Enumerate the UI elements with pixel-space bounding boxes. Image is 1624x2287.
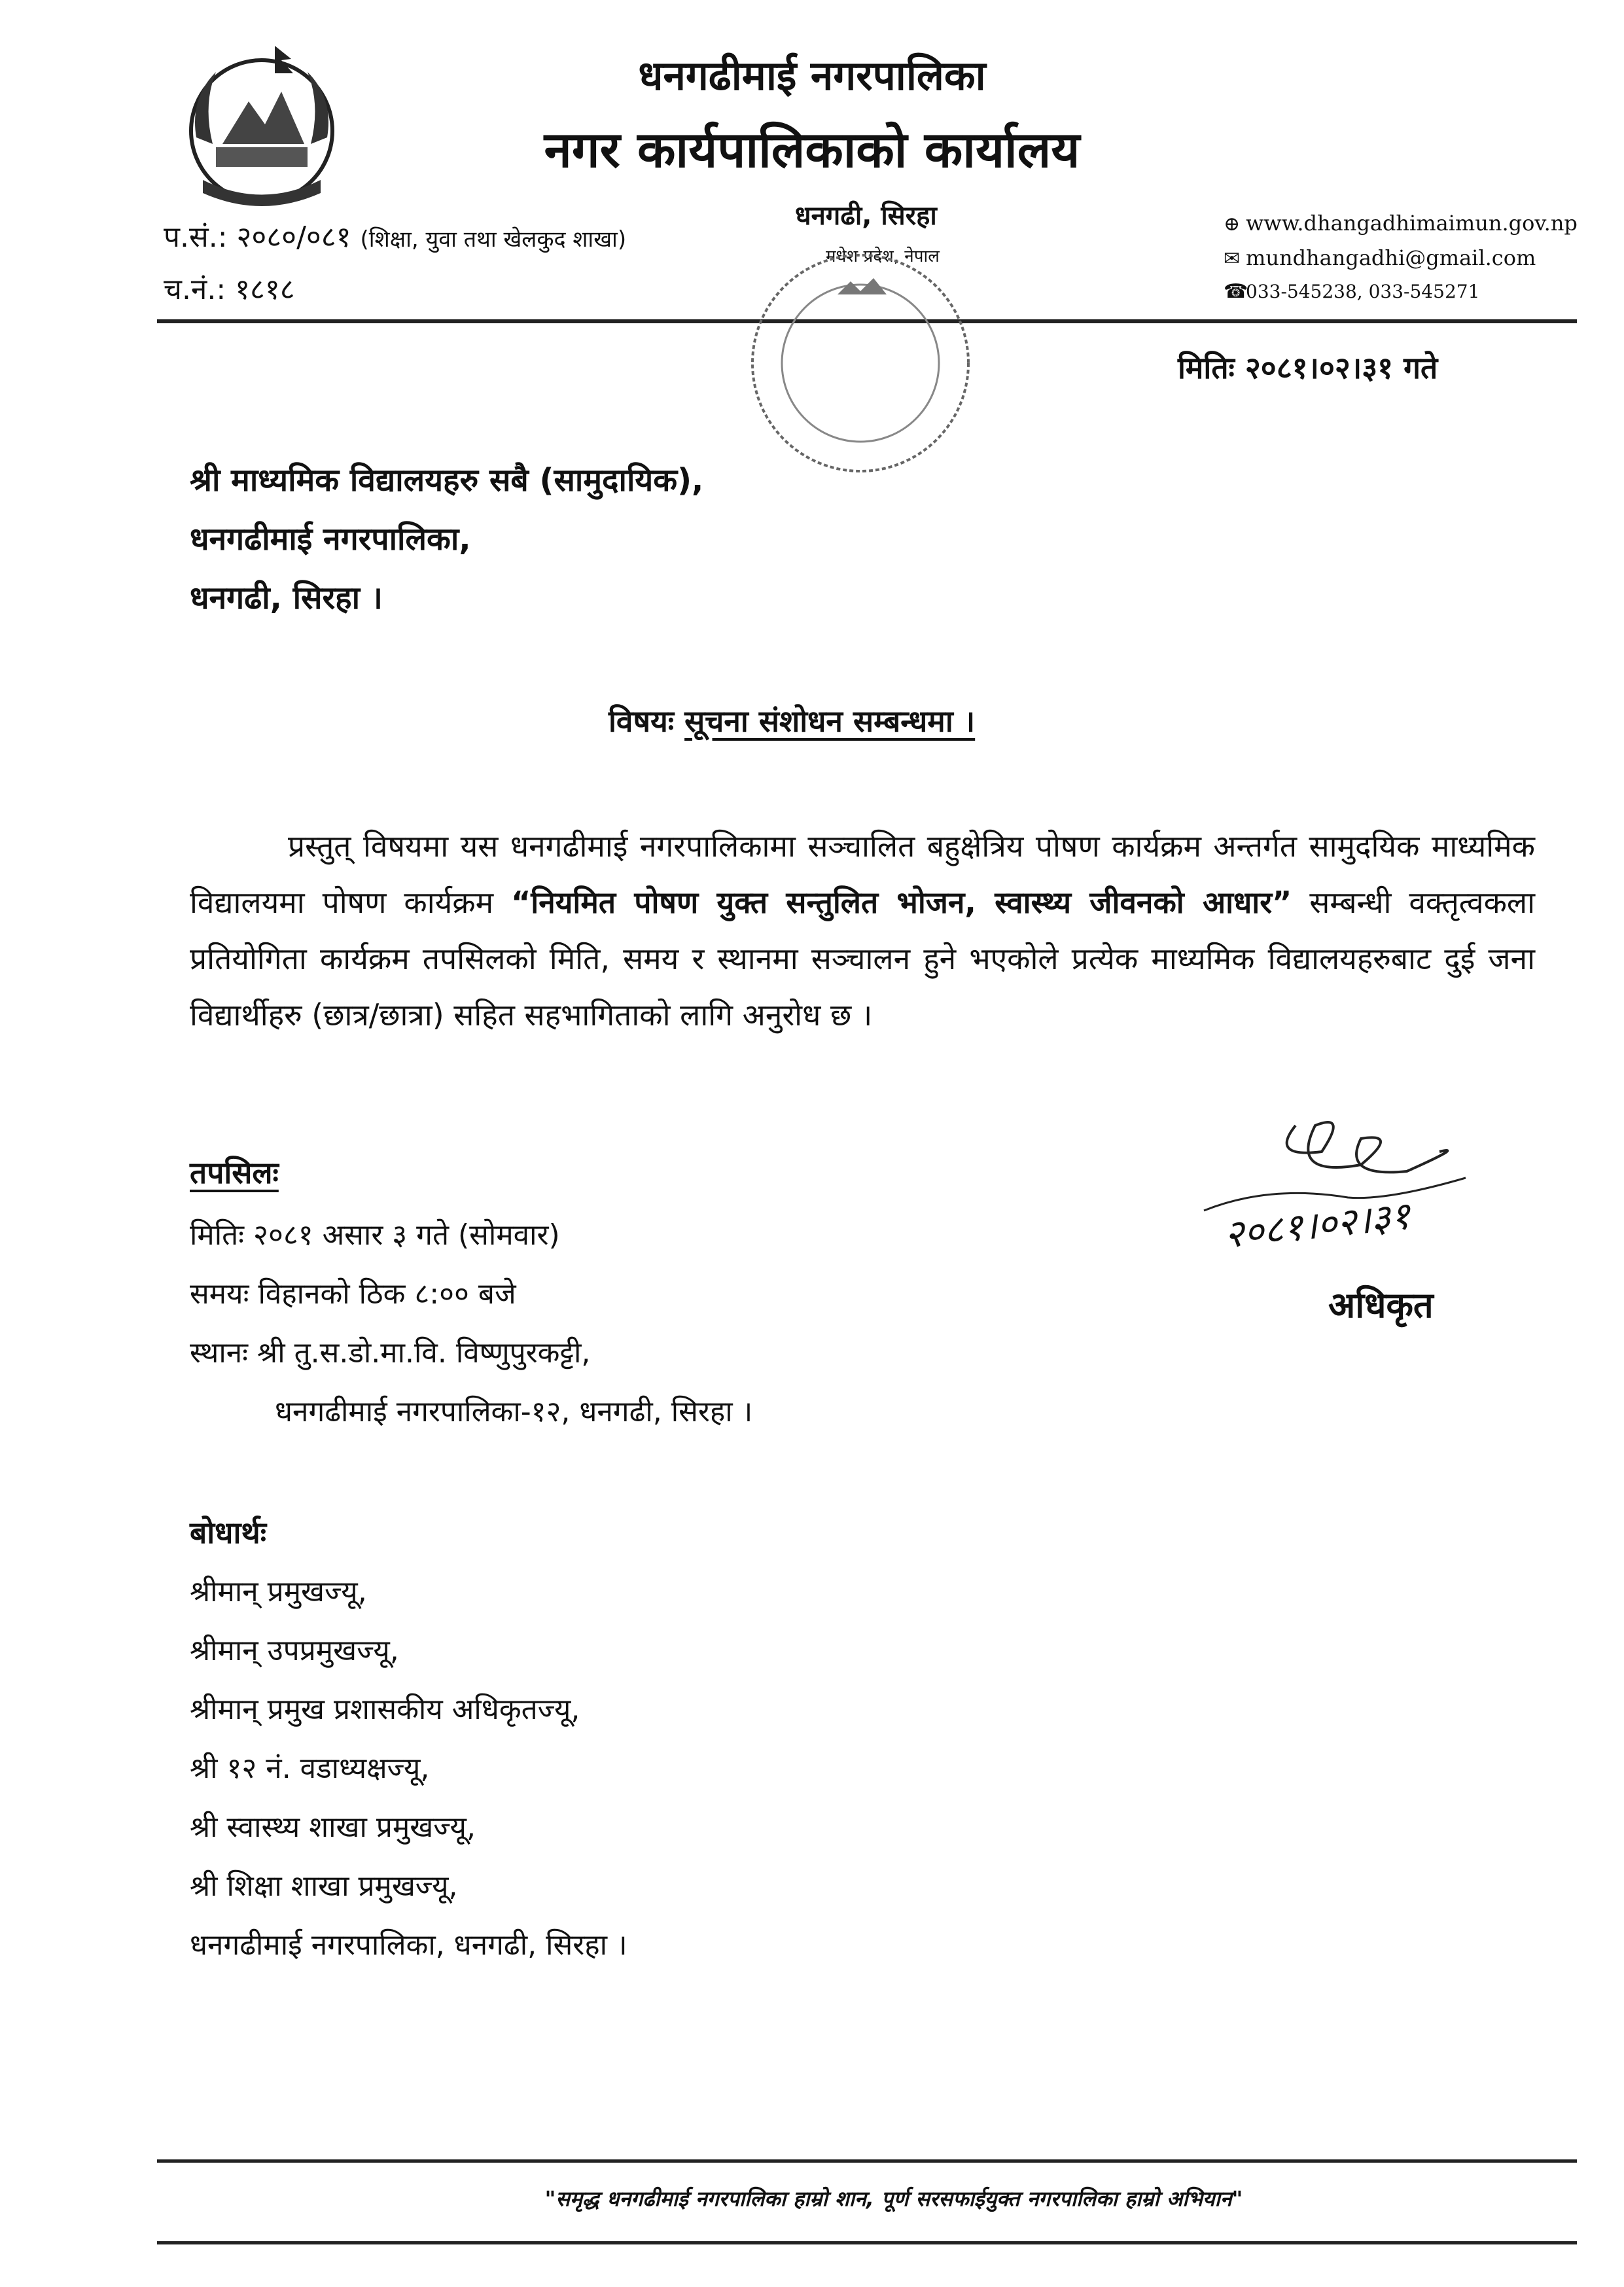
phone-line <box>1224 280 1479 303</box>
cc-item: श्रीमान् प्रमुख प्रशासकीय अधिकृतज्यू, <box>190 1693 580 1726</box>
dispatch-number <box>164 268 295 308</box>
addressee-line-2: धनगढीमाई नगरपालिका, <box>190 521 471 558</box>
cc-item: श्रीमान् प्रमुखज्यू, <box>190 1575 367 1608</box>
reference-number <box>164 216 626 255</box>
email-icon: ✉ <box>1224 247 1241 270</box>
province-name: मधेश प्रदेश, नेपाल <box>826 247 940 266</box>
website-line <box>1224 211 1578 236</box>
footer-slogan: "समृद्ध धनगढीमाई नगरपालिका हाम्रो शान, पूर्ण सरसफाईयुक्त नगरपालिका हाम्रो अभियान" <box>544 2186 1243 2211</box>
ref-section: (शिक्षा, युवा तथा खेलकुद शाखा) <box>360 226 627 253</box>
schedule-time: समयः विहानको ठिक ८:०० बजे <box>190 1277 516 1311</box>
subject-line <box>609 700 975 741</box>
schedule-place-1: स्थानः श्री तु.स.डो.मा.वि. विष्णुपुरकट्टी, <box>190 1336 591 1370</box>
footer-divider-top <box>157 2159 1577 2163</box>
ref-value: २०८०/०८१ <box>236 221 351 254</box>
cc-item: श्रीमान् उपप्रमुखज्यू, <box>190 1634 399 1667</box>
body-part-1: प्रस्तुत् विषयमा यस धनगढीमाई नगरपालिकामा सञ्चालित बहुक्षेत्रिय पोषण कार्यक्रम अन्तर्गत सामुदयिक माध्यमिक विद्यालयमा पोषण कार्यक्रम <box>190 828 1535 920</box>
dispatch-label: च.नं.: <box>164 273 226 306</box>
cc-item: श्री स्वास्थ्य शाखा प्रमुखज्यू, <box>190 1811 476 1844</box>
cc-item: श्री १२ नं. वडाध्यक्षज्यू, <box>190 1752 430 1785</box>
phone: 033-545238, 033-545271 <box>1246 281 1480 302</box>
municipality-name: धनगढीमाई नगरपालिका <box>638 52 986 99</box>
schedule-heading: तपसिलः <box>190 1155 279 1190</box>
body-paragraph <box>190 818 1535 1043</box>
letter-date: मितिः २०८१।०२।३१ गते <box>1178 350 1438 385</box>
globe-icon: ⊕ <box>1224 213 1241 236</box>
email-line <box>1224 245 1536 270</box>
office-seal-icon <box>720 222 1001 491</box>
body-part-2: सम्बन्धी वक्तृत्वकला प्रतियोगिता कार्यक्रम तपसिलको मिति, समय र स्थानमा सञ्चालन हुने भएकोले प्रत्येक माध्यमिक विद्यालयहरुबाट दुई जना विद्यार्थीहरु (छात्र/छात्रा) सहित सहभागिताको लागि अनुरोध छ । <box>190 885 1536 1033</box>
cc-item: श्री शिक्षा शाखा प्रमुखज्यू, <box>190 1870 458 1903</box>
signatory-title: अधिकृत <box>1328 1285 1434 1326</box>
footer-divider-bottom <box>157 2241 1577 2244</box>
email: mundhangadhi@gmail.com <box>1246 245 1536 270</box>
subject-text: सूचना संशोधन सम्बन्धमा । <box>684 703 976 739</box>
ref-label: प.सं.: <box>164 221 228 254</box>
addressee-line-3: धनगढी, सिरहा । <box>190 580 383 616</box>
addressee-line-1: श्री माध्यमिक विद्यालयहरु सबै (सामुदायिक), <box>190 462 704 499</box>
website: www.dhangadhimaimun.gov.np <box>1246 211 1578 236</box>
dispatch-value: १८१८ <box>235 273 295 306</box>
schedule-place-2: धनगढीमाई नगरपालिका-१२, धनगढी, सिरहा । <box>275 1395 753 1428</box>
office-name: नगर कार्यपालिकाको कार्यालय <box>544 120 1080 179</box>
city-name: धनगढी, सिरहा <box>795 201 937 231</box>
schedule-date: मितिः २०८१ असार ३ गते (सोमवार) <box>190 1218 560 1252</box>
cc-heading: बोधार्थः <box>190 1515 267 1550</box>
subject-label: विषयः <box>609 703 675 739</box>
phone-icon: ☎ <box>1224 280 1248 303</box>
signature-date: २०८१।०२।३१ <box>1222 1193 1413 1257</box>
cc-item: धनगढीमाई नगरपालिका, धनगढी, सिरहा । <box>190 1928 627 1962</box>
body-program-title: “नियमित पोषण युक्त सन्तुलित भोजन, स्वास्थ्य जीवनको आधार” <box>511 885 1292 920</box>
